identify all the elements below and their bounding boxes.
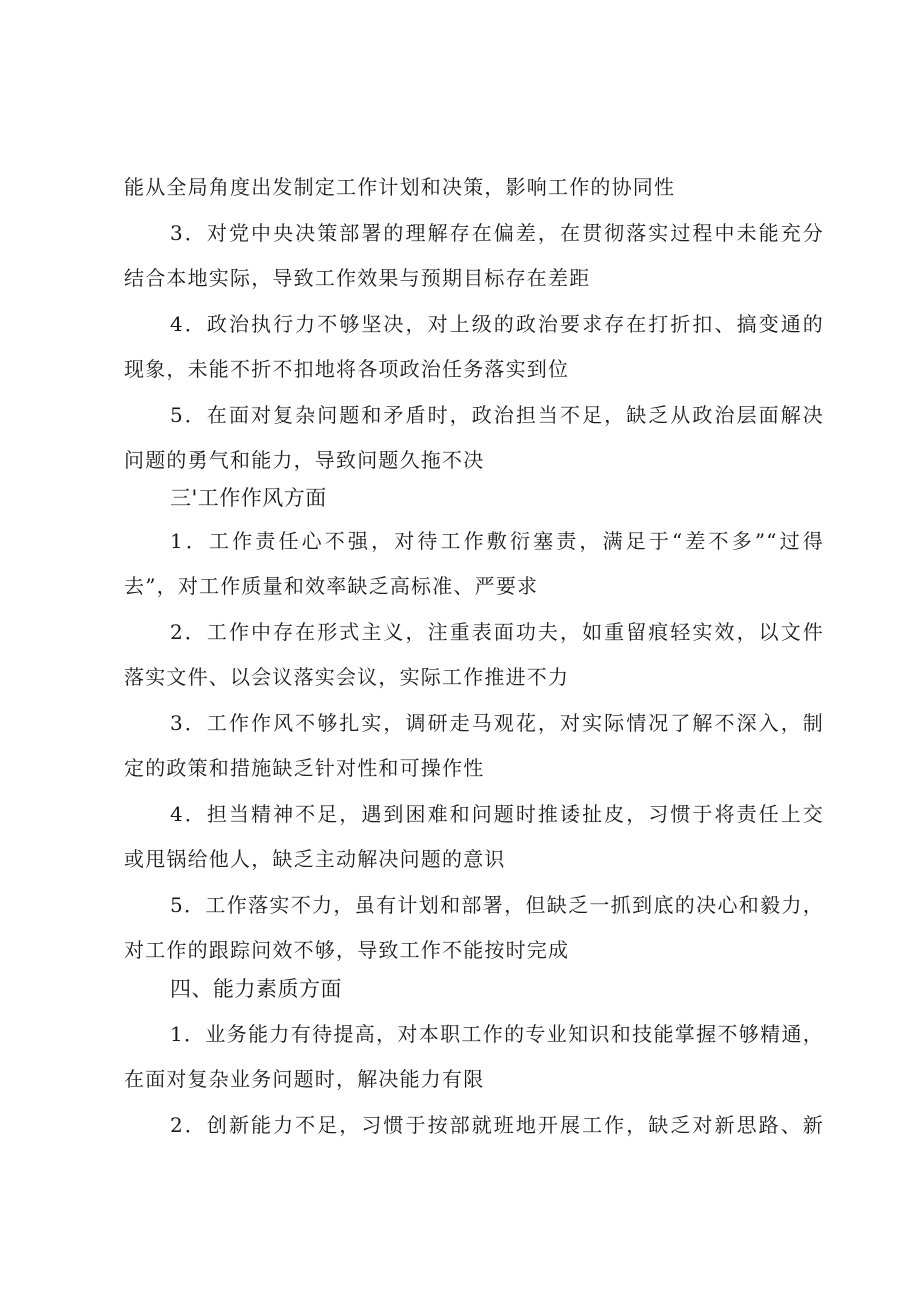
list-item-line: 5．在面对复杂问题和矛盾时，政治担当不足，缺乏从政治层面解决 [170, 403, 824, 427]
list-item-line: 3．工作作风不够扎实，调研走马观花，对实际情况了解不深入，制 [170, 711, 824, 735]
text-line: 问题的勇气和能力，导致问题久拖不决 [124, 448, 485, 472]
section-heading: 四、能力素质方面 [170, 977, 342, 1001]
list-item-line: 2．创新能力不足，习惯于按部就班地开展工作，缺乏对新思路、新 [170, 1113, 824, 1137]
list-item-line: 1．工作责任心不强，对待工作敷衍塞责，满足于“差不多”“过得 [170, 529, 824, 553]
text-line: 或甩锅给他人，缺乏主动解决问题的意识 [124, 847, 506, 871]
text-line: 能从全局角度出发制定工作计划和决策，影响工作的协同性 [124, 175, 676, 199]
list-item-line: 3．对党中央决策部署的理解存在偏差，在贯彻落实过程中未能充分 [170, 221, 824, 245]
list-item-line: 1．业务能力有待提高，对本职工作的专业知识和技能掌握不够精通， [170, 1022, 824, 1046]
text-line: 在面对复杂业务问题时，解决能力有限 [124, 1067, 485, 1091]
text-line: 对工作的跟踪问效不够，导致工作不能按时完成 [124, 938, 570, 962]
text-line: 现象，未能不折不扣地将各项政治任务落实到位 [124, 357, 570, 381]
section-heading: 三'工作作风方面 [170, 486, 327, 510]
list-item-line: 4．担当精神不足，遇到困难和问题时推诿扯皮，习惯于将责任上交 [170, 802, 824, 826]
text-line: 去”，对工作质量和效率缺乏高标准、严要求 [124, 574, 539, 598]
list-item-line: 4．政治执行力不够坚决，对上级的政治要求存在打折扣、搞变通的 [170, 312, 824, 336]
text-line: 落实文件、以会议落实会议，实际工作推进不力 [124, 665, 570, 689]
text-line: 定的政策和措施缺乏针对性和可操作性 [124, 756, 485, 780]
text-line: 结合本地实际，导致工作效果与预期目标存在差距 [124, 266, 591, 290]
list-item-line: 2．工作中存在形式主义，注重表面功夫，如重留痕轻实效，以文件 [170, 620, 824, 644]
list-item-line: 5．工作落实不力，虽有计划和部署，但缺乏一抓到底的决心和毅力， [170, 893, 824, 917]
